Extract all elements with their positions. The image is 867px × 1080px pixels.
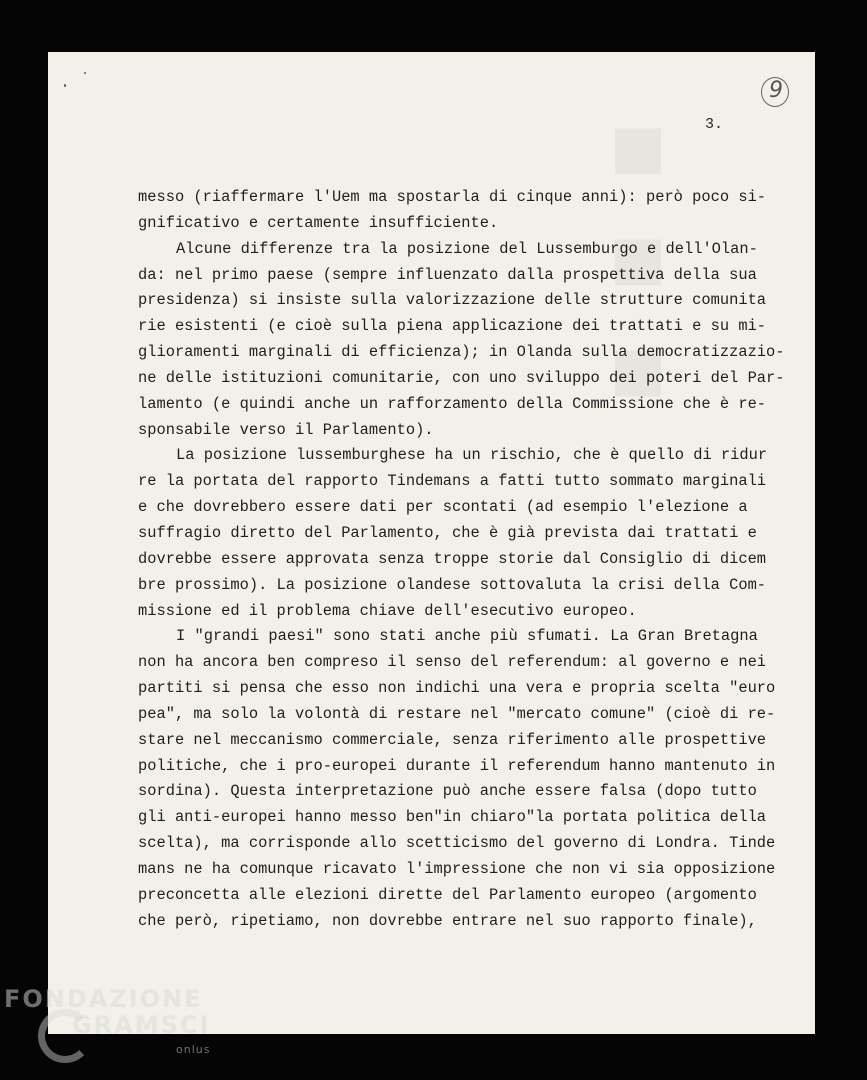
text-line: lamento (e quindi anche un rafforzamento della Commissione che è re- [138,394,767,413]
fondazione-gramsci-logo [4,985,234,1075]
text-line: stare nel meccanismo commerciale, senza riferimento alle prospettive [138,730,767,749]
text-line: La posizione lussemburghese ha un rischio, che è quello di ridur [176,446,768,465]
text-line: gnificativo e certamente insufficiente. [138,213,499,232]
logo-line-3: onlus [176,1043,211,1056]
text-line: partiti si pensa che esso non indichi una vera e propria scelta "euro [138,679,776,698]
text-line: missione ed il problema chiave dell'esecutivo europeo. [138,601,637,620]
text-line: rie esistenti (e cioè sulla piena applicazione dei trattati e su mi- [138,317,767,336]
paper-speck [84,72,86,74]
paper-speck [64,84,66,87]
text-line: glioramenti marginali di efficienza); in Olanda sulla democratizzazio- [138,343,785,362]
text-line: sordina). Questa interpretazione può anche essere falsa (dopo tutto [138,782,757,801]
text-line: che però, ripetiamo, non dovrebbe entrare nel suo rapporto finale), [138,911,757,930]
text-line: presidenza) si insiste sulla valorizzazione delle strutture comunita [138,291,767,310]
page-number: 3. [705,116,724,133]
text-line: dovrebbe essere approvata senza troppe storie dal Consiglio di dicem [138,549,767,568]
text-line: mans ne ha comunque ricavato l'impressione che non vi sia opposizione [138,859,776,878]
logo-line-1: FONDAZIONE [4,985,203,1013]
text-line: Alcune differenze tra la posizione del Lussemburgo e dell'Olan- [176,239,758,258]
body-text [138,185,785,934]
text-line: ne delle istituzioni comunitarie, con uno sviluppo dei poteri del Par- [138,368,785,387]
text-line: bre prossimo). La posizione olandese sottovaluta la crisi della Com- [138,575,767,594]
text-line: gli anti-europei hanno messo ben"in chiaro"la portata politica della [138,808,767,827]
text-line: sponsabile verso il Parlamento). [138,420,434,439]
bleed-through: ■ ■ ■ [603,112,673,414]
text-line: non ha ancora ben compreso il senso del referendum: al governo e nei [138,653,767,672]
text-line: I "grandi paesi" sono stati anche più sfumati. La Gran Bretagna [176,627,758,646]
text-line: messo (riaffermare l'Uem ma spostarla di cinque anni): però poco si- [138,188,767,206]
text-line: e che dovrebbero essere dati per scontati (ad esempio l'elezione a [138,498,748,517]
text-line: pea", ma solo la volontà di restare nel "mercato comune" (cioè di re- [138,704,776,723]
archive-number-stamp: 9 [761,76,791,108]
text-line: politiche, che i pro-europei durante il referendum hanno mantenuto in [138,756,776,775]
text-line: preconcetta alle elezioni dirette del Parlamento europeo (argomento [138,885,757,904]
text-line: suffragio diretto del Parlamento, che è già prevista dai trattati e [138,523,757,542]
text-line: da: nel primo paese (sempre influenzato dalla prospettiva della sua [138,265,757,284]
text-line: scelta), ma corrisponde allo scetticismo del governo di Londra. Tinde [138,834,776,853]
logo-line-2: GRAMSCI [72,1011,211,1039]
text-line: re la portata del rapporto Tindemans a fatti tutto sommato marginali [138,472,767,491]
